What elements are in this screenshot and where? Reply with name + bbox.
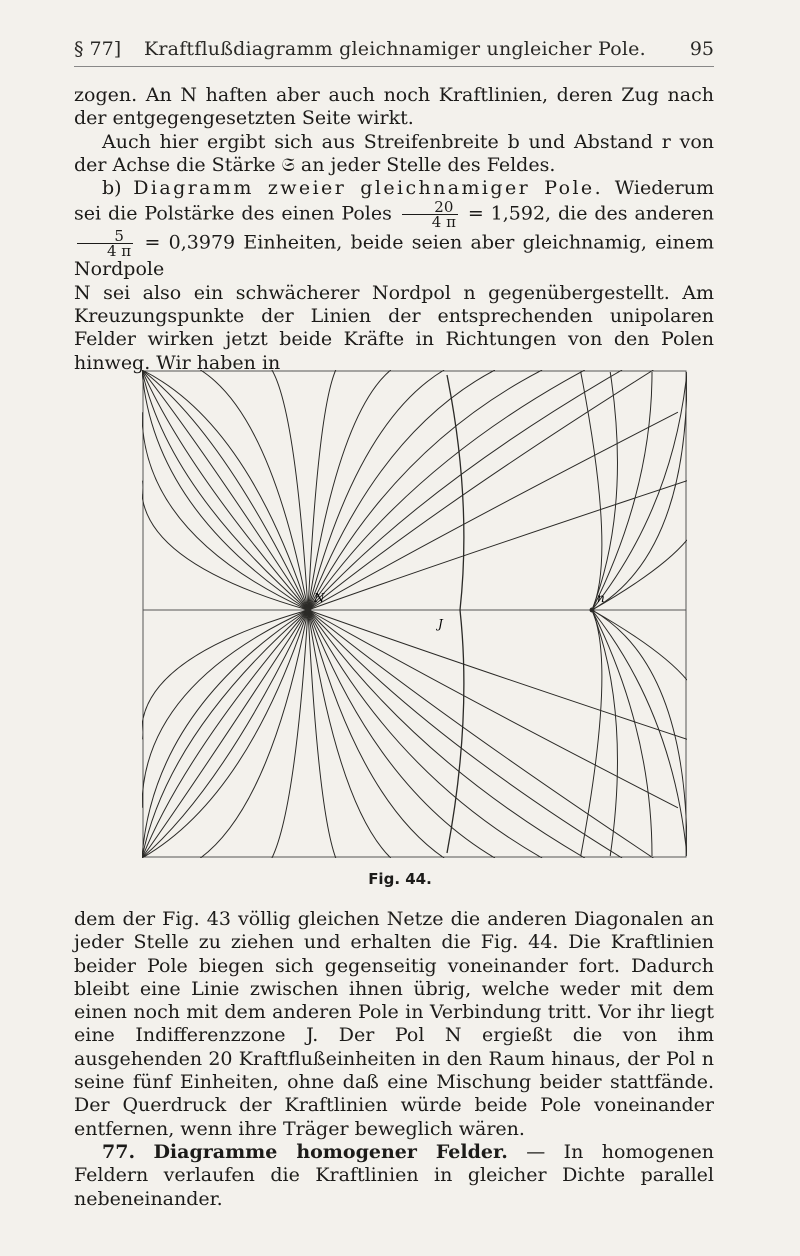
fraction-two-denominator: 4 π	[107, 242, 132, 261]
section-marker: § 77]	[74, 38, 122, 60]
running-head	[74, 38, 714, 66]
field-line-n	[592, 610, 687, 680]
field-line-N	[308, 610, 687, 739]
value-one: = 1,592,	[467, 202, 552, 225]
field-line-N	[142, 370, 308, 610]
field-line-n	[592, 372, 617, 610]
field-line-N	[142, 370, 308, 610]
paragraph-section-77	[74, 1141, 714, 1211]
fraction-one	[402, 198, 458, 232]
field-line-n	[592, 372, 687, 610]
field-lines-pole-N	[142, 370, 687, 858]
heading-b-prefix: b)	[102, 177, 122, 200]
field-line-N	[142, 610, 308, 858]
field-lines-pole-n	[581, 372, 687, 856]
field-line-n	[581, 610, 602, 856]
field-line-N	[142, 370, 308, 610]
top-text	[74, 84, 714, 375]
field-line-N	[308, 610, 585, 858]
field-line-N	[308, 610, 391, 858]
field-line-N	[308, 412, 678, 610]
sentence-b: die des anderen	[558, 202, 714, 225]
field-line-N	[308, 610, 653, 858]
field-line-n	[592, 610, 687, 856]
field-line-N	[142, 370, 308, 610]
field-line-N	[142, 610, 308, 858]
field-line-N	[308, 610, 336, 858]
fraction-one-numerator: 20	[402, 200, 458, 215]
running-title: Kraftflußdiagramm gleichnamiger ungleicher Pole.	[144, 38, 646, 60]
paragraph-streifenbreite: Auch hier ergibt sich aus Streifenbreite b und Abstand r von der Achse die Stärke 𝔖 an jeder Stelle des Feldes.	[74, 130, 714, 176]
paragraph-fig44: dem der Fig. 43 völlig gleichen Netze die anderen Diagonalen an jeder Stelle zu ziehen und erhalten die Fig. 44. Die Kraftlinien beider Pole biegen sich gegenseitig voneinander fort. Dadurch bleibt eine Linie zwischen ihnen übrig, welche weder mit dem einen noch mit dem anderen Pole in Verbindung tritt. Vor ihr liegt eine Indifferenzzone J. Der Pol N ergießt die von ihm ausgehenden 20 Kraftflußeinheiten in den Raum hinaus, der Pol n seine fünf Einheiten, ohne daß eine Mischung beider stattfände. Der Querdruck der Kraftlinien würde beide Pole voneinander entfernen, wenn ihre Träger beweglich wären.	[74, 908, 714, 1140]
field-line-N	[142, 370, 308, 610]
field-line-diagram	[142, 370, 687, 858]
indifference-line	[447, 375, 464, 853]
figure-caption: Fig. 44.	[368, 870, 432, 888]
paragraph-heading-b	[74, 177, 714, 282]
field-line-n	[592, 540, 687, 610]
fraction-two	[77, 227, 133, 261]
field-line-N	[200, 610, 308, 858]
diagram-frame	[143, 371, 686, 857]
field-line-n	[592, 372, 687, 610]
header-rule	[74, 66, 714, 67]
section-77-title: Diagramme homogener Felder.	[153, 1140, 508, 1163]
fraction-two-numerator: 5	[77, 229, 133, 244]
field-line-N	[308, 370, 622, 610]
field-line-N	[142, 610, 308, 858]
field-line-N	[200, 370, 308, 610]
field-line-N	[142, 610, 308, 858]
paragraph-north-pole: N sei also ein schwächerer Nordpol n gegenübergestellt. Am Kreuzungspunkte der Linien der entsprechenden unipolaren Felder wirken jetzt beide Kräfte in Richtungen von den Polen hinweg. Wir haben in	[74, 281, 714, 374]
field-line-n	[592, 372, 652, 610]
paragraph-continuation: zogen. An N haften aber auch noch Kraftlinien, deren Zug nach der entgegengesetzten Seite wirkt.	[74, 84, 714, 130]
label-pole-n: n	[597, 591, 605, 605]
label-pole-N: N	[314, 591, 325, 605]
field-line-N	[142, 370, 308, 610]
heading-b-rest: Wiederum	[614, 177, 714, 200]
field-line-n	[592, 610, 687, 856]
field-line-n	[581, 372, 602, 610]
page-number: 95	[689, 38, 714, 60]
section-77-number: 77.	[102, 1140, 136, 1163]
label-zone-J: J	[438, 617, 443, 631]
fraction-one-denominator: 4 π	[431, 213, 456, 232]
value-two: = 0,3979 Einheiten, beide seien aber gleichnamig, einem Nordpole	[74, 231, 715, 281]
heading-b-title: Diagramm zweier gleichnamiger Pole.	[133, 177, 604, 200]
pole-n-dot	[590, 608, 595, 613]
field-line-N	[308, 610, 542, 858]
field-line-N	[142, 610, 308, 858]
bottom-text	[74, 908, 714, 1211]
section-77-text: — In homogenen Feldern verlaufen die Kraftlinien in gleicher Dichte parallel nebeneinander.	[74, 1140, 714, 1210]
sentence-a: sei die Polstärke des einen Poles	[74, 202, 392, 225]
pole-N-dot	[305, 607, 311, 613]
field-line-N	[308, 610, 678, 808]
field-line-N	[308, 370, 653, 610]
field-line-N	[142, 610, 308, 858]
field-line-N	[308, 481, 687, 610]
